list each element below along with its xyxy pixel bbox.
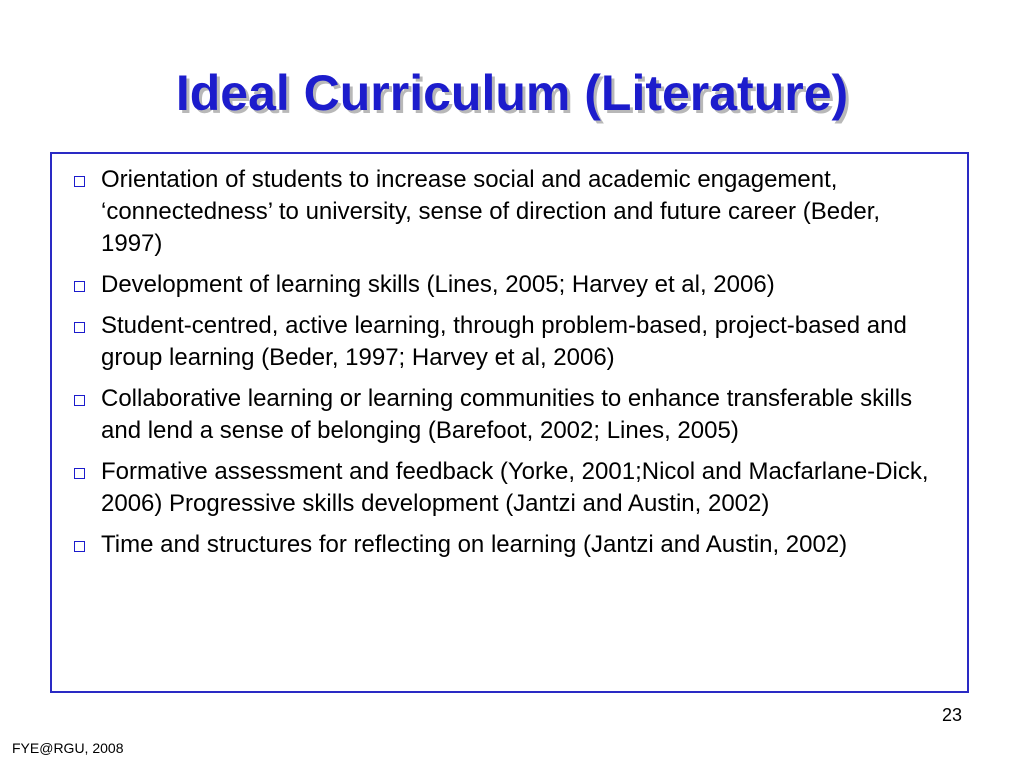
square-bullet-icon	[74, 541, 85, 552]
list-item	[74, 529, 943, 561]
list-item	[74, 310, 943, 374]
square-bullet-icon	[74, 468, 85, 479]
bullet-list	[52, 154, 967, 561]
content-box	[50, 152, 969, 693]
bullet-text: Time and structures for reflecting on learning (Jantzi and Austin, 2002)	[101, 531, 848, 558]
square-bullet-icon	[74, 281, 85, 292]
square-bullet-icon	[74, 322, 85, 333]
square-bullet-icon	[74, 176, 85, 187]
bullet-text: Development of learning skills (Lines, 2005; Harvey et al, 2006)	[101, 271, 775, 298]
bullet-text: Formative assessment and feedback (Yorke, 2001;Nicol and Macfarlane-Dick, 2006) Progressive skills development (Jantzi and Austin, 2002)	[101, 458, 929, 517]
list-item	[74, 164, 943, 260]
list-item	[74, 269, 943, 301]
bullet-text: Student-centred, active learning, through problem-based, project-based and group learning (Beder, 1997; Harvey et al, 2006)	[101, 312, 907, 371]
bullet-text: Collaborative learning or learning communities to enhance transferable skills and lend a sense of belonging (Barefoot, 2002; Lines, 2005)	[101, 385, 913, 444]
bullet-text: Orientation of students to increase social and academic engagement, ‘connectedness’ to university, sense of direction and future career (Beder, 1997)	[101, 166, 881, 257]
square-bullet-icon	[74, 395, 85, 406]
list-item	[74, 456, 943, 520]
footer-label: FYE@RGU, 2008	[12, 740, 124, 756]
page-number: 23	[941, 705, 962, 725]
slide-title: Ideal Curriculum (Literature)	[175, 65, 849, 121]
list-item	[74, 383, 943, 447]
